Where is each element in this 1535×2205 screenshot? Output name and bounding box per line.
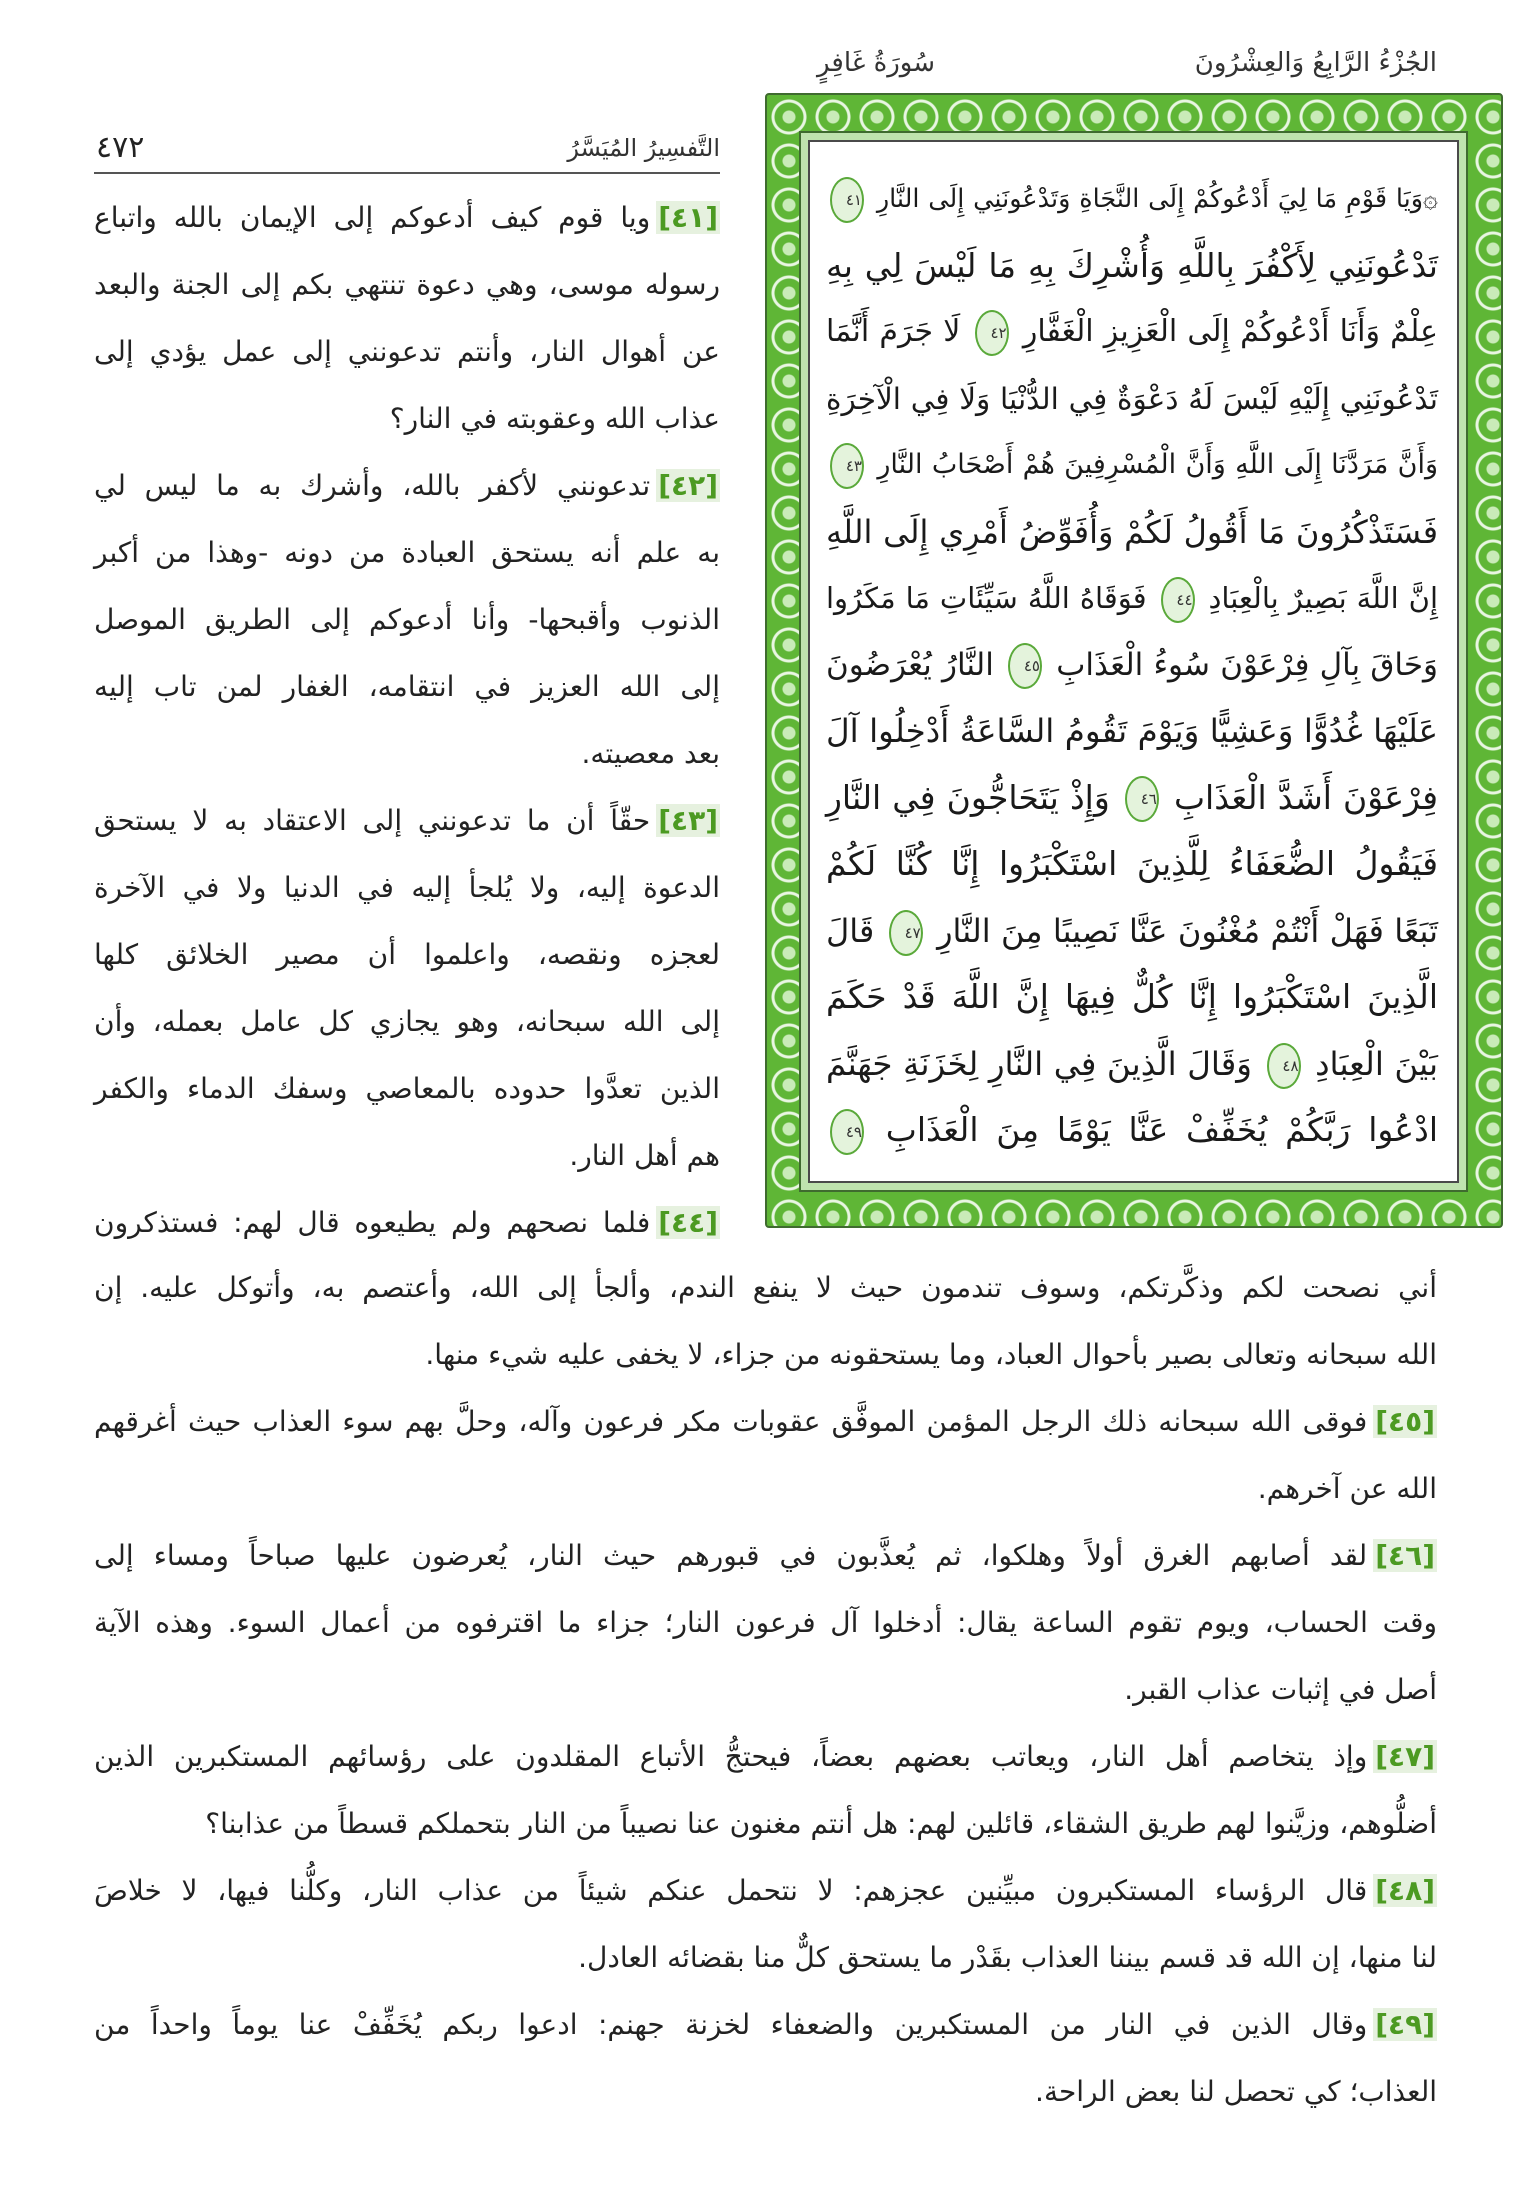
quran-line: [826, 964, 1438, 1031]
tafsir-line: [94, 318, 720, 385]
verse-text: تَدْعُونَنِي إِلَيْهِ لَيْسَ لَهُ دَعْوَةٌ فِي الدُّنْيَا وَلَا فِي الْآخِرَةِ: [826, 381, 1438, 416]
ayah-number-marker: ٤٤: [1161, 577, 1195, 623]
verse-text: ادْعُوا رَبَّكُمْ يُخَفِّفْ عَنَّا يَوْمًا مِنَ الْعَذَابِ: [885, 1110, 1438, 1149]
tafsir-line: [94, 1455, 1437, 1522]
ayah-number-marker: ٤٥: [1008, 643, 1042, 689]
header-divider: [94, 172, 720, 174]
verse-text: إِنَّ اللَّهَ بَصِيرٌ بِالْعِبَادِ: [1208, 581, 1438, 615]
tafsir-text: وقت الحساب، ويوم تقوم الساعة يقال: أدخلوا آل فرعون النار؛ جزاء ما اقترفوه من أعمال السوء. وهذه الآية: [94, 1606, 1437, 1639]
tafsir-text: لقد أصابهم الغرق أولاً وهلكوا، ثم يُعذَّبون في قبورهم حيث النار، يُعرضون عليها صباحاً ومساء إلى: [94, 1539, 1368, 1572]
verse-text: تَبَعًا فَهَلْ أَنْتُمْ مُغْنُونَ عَنَّا نَصِيبًا مِنَ النَّارِ: [937, 911, 1439, 950]
ayah-number-marker: ٤٩: [830, 1109, 864, 1155]
juz-header: الجُزْءُ الرَّابِعُ وَالعِشْرُونَ: [1194, 48, 1437, 78]
tafsir-line: [94, 1991, 1437, 2058]
verse-text: لَا جَرَمَ أَنَّمَا: [826, 314, 961, 349]
tafsir-text: لنا منها، إن الله قد قسم بيننا العذاب بقَدْر ما يستحق كلٌّ منا بقضائه العادل.: [578, 1941, 1437, 1974]
tafsir-text: عن أهوال النار، وأنتم تدعونني إلى عمل يؤدي إلى: [94, 335, 720, 368]
verse-text: فَسَتَذْكُرُونَ مَا أَقُولُ لَكُمْ وَأُفَوِّضُ أَمْرِي إِلَى اللَّهِ: [826, 512, 1438, 551]
tafsir-line: [94, 1189, 720, 1256]
tafsir-text: الذين تعدَّوا حدوده بالمعاصي وسفك الدماء والكفر: [94, 1072, 720, 1105]
tafsir-text: العذاب؛ كي تحصل لنا بعض الراحة.: [1035, 2075, 1437, 2108]
tafsir-line: [94, 251, 720, 318]
tafsir-line: [94, 1656, 1437, 1723]
quran-line: [826, 299, 1438, 366]
tafsir-text: رسوله موسى، وهي دعوة تنتهي بكم إلى الجنة والبعد: [94, 268, 720, 301]
tafsir-line: [94, 2058, 1437, 2125]
tafsir-text: أني نصحت لكم وذكَّرتكم، وسوف تندمون حيث لا ينفع الندم، وألجأ إلى الله، وأعتصم به، وأتوكل عليه. إن: [94, 1271, 1437, 1304]
verse-text: وَأَنَّ مَرَدَّنَا إِلَى اللَّهِ وَأَنَّ الْمُسْرِفِينَ هُمْ أَصْحَابُ النَّارِ: [877, 449, 1438, 480]
tafsir-text: ويا قوم كيف أدعوكم إلى الإيمان بالله واتباع: [94, 201, 651, 234]
quran-line: [826, 765, 1438, 832]
ayah-number-marker: ٤٦: [1125, 776, 1159, 822]
tafsir-line: [94, 988, 720, 1055]
verse-number-badge: [٤٣]: [658, 804, 718, 837]
verse-number-badge: [٤٥]: [1375, 1405, 1435, 1438]
verse-text: وَإِذْ يَتَحَاجُّونَ فِي النَّارِ: [826, 777, 1110, 817]
tafsir-line: [94, 184, 720, 251]
tafsir-line: [94, 1924, 1437, 1991]
quran-line: [826, 499, 1438, 566]
tafsir-line: [94, 1321, 1437, 1388]
ayah-number-marker: ٤٣: [830, 443, 864, 489]
tafsir-text: تدعونني لأكفر بالله، وأشرك به ما ليس لي: [94, 469, 651, 502]
tafsir-text: لعجزه ونقصه، واعلموا أن مصير الخلائق كلها: [94, 938, 720, 971]
quran-line: [826, 565, 1438, 632]
verse-number-badge: [٤٤]: [658, 1206, 718, 1239]
tafsir-text: أصل في إثبات عذاب القبر.: [1124, 1673, 1437, 1706]
verse-text: عَلَيْهَا غُدُوًّا وَعَشِيًّا وَيَوْمَ تَقُومُ السَّاعَةُ أَدْخِلُوا آلَ: [826, 712, 1438, 750]
ayah-number-marker: ٤١: [830, 177, 864, 223]
verse-text: ۞وَيَا قَوْمِ مَا لِيَ أَدْعُوكُمْ إِلَى النَّجَاةِ وَتَدْعُونَنِي إِلَى النَّارِ: [876, 184, 1438, 214]
quran-line: [826, 898, 1438, 965]
quran-line: [826, 1031, 1438, 1098]
book-title: التَّفسِيرُ المُيَسَّرُ: [567, 134, 720, 162]
tafsir-text: بعد معصيته.: [581, 737, 720, 770]
quran-line: [826, 366, 1438, 433]
tafsir-text: الذنوب وأقبحها- وأنا أدعوكم إلى الطريق الموصل: [94, 603, 720, 636]
tafsir-line: [94, 1522, 1437, 1589]
tafsir-line: [94, 1254, 1437, 1321]
tafsir-text: الله سبحانه وتعالى بصير بأحوال العباد، وما يستحقونه من جزاء، لا يخفى عليه شيء منها.: [425, 1338, 1437, 1371]
tafsir-text: هم أهل النار.: [569, 1139, 720, 1172]
quran-line: [826, 831, 1438, 898]
verse-text: فَوَقَاهُ اللَّهُ سَيِّئَاتِ مَا مَكَرُوا: [826, 581, 1147, 615]
page-number: ٤٧٢: [96, 130, 145, 165]
tafsir-text: به علم أنه يستحق العبادة من دونه -وهذا من أكبر: [94, 536, 720, 569]
verse-text: الَّذِينَ اسْتَكْبَرُوا إِنَّا كُلٌّ فِيهَا إِنَّ اللَّهَ قَدْ حَكَمَ: [826, 977, 1438, 1016]
quran-line: [826, 632, 1438, 699]
verse-number-badge: [٤١]: [658, 201, 718, 234]
verse-text: النَّارُ يُعْرَضُونَ: [826, 646, 994, 683]
tafsir-line: [94, 519, 720, 586]
verse-text: فِرْعَوْنَ أَشَدَّ الْعَذَابِ: [1173, 777, 1438, 817]
tafsir-text: حقّاً أن ما تدعونني إلى الاعتقاد به لا يستحق: [94, 804, 651, 837]
tafsir-line: [94, 1122, 720, 1189]
tafsir-line: [94, 921, 720, 988]
verse-text: فَيَقُولُ الضُّعَفَاءُ لِلَّذِينَ اسْتَكْبَرُوا إِنَّا كُنَّا لَكُمْ: [826, 844, 1438, 883]
tafsir-line: [94, 586, 720, 653]
tafsir-text: الدعوة إليه، ولا يُلجأ إليه في الدنيا ولا في الآخرة: [94, 871, 720, 904]
verse-text: قَالَ: [826, 911, 875, 950]
tafsir-line: [94, 1790, 1437, 1857]
verse-text: تَدْعُونَنِي لِأَكْفُرَ بِاللَّهِ وَأُشْرِكَ بِهِ مَا لَيْسَ لِي بِهِ: [826, 245, 1438, 285]
ayah-number-marker: ٤٨: [1267, 1043, 1301, 1089]
tafsir-text: وإذ يتخاصم أهل النار، ويعاتب بعضهم بعضاً، فيحتجُّ الأتباع المقلدون على رؤسائهم المستكبرين الذين: [94, 1740, 1368, 1773]
verse-text: بَيْنَ الْعِبَادِ: [1315, 1044, 1438, 1083]
tafsir-line: [94, 787, 720, 854]
quran-text: [826, 166, 1438, 1164]
tafsir-text: أضلُّوهم، وزيَّنوا لهم طريق الشقاء، قائلين لهم: هل أنتم مغنون عنا نصيباً من النار بتحملكم قسطاً من عذابنا؟: [205, 1807, 1437, 1840]
quran-line: [826, 166, 1438, 233]
tafsir-line: [94, 385, 720, 452]
tafsir-text: إلى الله العزيز في انتقامه، الغفار لمن تاب إليه: [94, 670, 720, 703]
tafsir-line: [94, 1055, 720, 1122]
verse-number-badge: [٤٨]: [1375, 1874, 1435, 1907]
tafsir-text: فوقى الله سبحانه ذلك الرجل المؤمن الموفَّق عقوبات مكر فرعون وآله، وحلَّ بهم سوء العذاب حيث أغرقهم: [94, 1405, 1368, 1438]
ayah-number-marker: ٤٧: [889, 910, 923, 956]
tafsir-text: إلى الله سبحانه، وهو يجازي كل عامل بعمله، وأن: [94, 1005, 720, 1038]
tafsir-line: [94, 452, 720, 519]
verse-number-badge: [٤٢]: [658, 469, 718, 502]
tafsir-text: وقال الذين في النار من المستكبرين والضعفاء لخزنة جهنم: ادعوا ربكم يُخَفِّفْ عنا يوماً واحداً من: [94, 2008, 1368, 2041]
tafsir-full-width: [94, 1254, 1437, 2125]
tafsir-line: [94, 1857, 1437, 1924]
tafsir-text: عذاب الله وعقوبته في النار؟: [389, 402, 720, 435]
tafsir-text: قال الرؤساء المستكبرون مبيِّنين عجزهم: لا نتحمل عنكم شيئاً من عذاب النار، وكلُّنا فيها، لا خلاصَ: [94, 1874, 1368, 1907]
ayah-number-marker: ٤٢: [975, 310, 1009, 356]
quran-line: [826, 1097, 1438, 1164]
tafsir-line: [94, 1589, 1437, 1656]
quran-line: [826, 698, 1438, 765]
tafsir-line: [94, 854, 720, 921]
verse-text: عِلْمٌ وَأَنَا أَدْعُوكُمْ إِلَى الْعَزِيزِ الْغَفَّارِ: [1022, 314, 1438, 349]
tafsir-line: [94, 653, 720, 720]
verse-number-badge: [٤٩]: [1375, 2008, 1435, 2041]
surah-header: سُورَةُ غَافِرٍ: [817, 48, 935, 78]
tafsir-line: [94, 720, 720, 787]
tafsir-text: فلما نصحهم ولم يطيعوه قال لهم: فستذكرون: [94, 1206, 651, 1239]
quran-line: [826, 432, 1438, 499]
tafsir-line: [94, 1388, 1437, 1455]
verse-number-badge: [٤٦]: [1375, 1539, 1435, 1572]
tafsir-text: الله عن آخرهم.: [1257, 1472, 1437, 1505]
quran-line: [826, 233, 1438, 300]
tafsir-column: [94, 184, 720, 1256]
verse-text: وَقَالَ الَّذِينَ فِي النَّارِ لِخَزَنَةِ جَهَنَّمَ: [826, 1044, 1252, 1083]
verse-number-badge: [٤٧]: [1375, 1740, 1435, 1773]
tafsir-line: [94, 1723, 1437, 1790]
verse-text: وَحَاقَ بِآلِ فِرْعَوْنَ سُوءُ الْعَذَابِ: [1056, 646, 1438, 683]
